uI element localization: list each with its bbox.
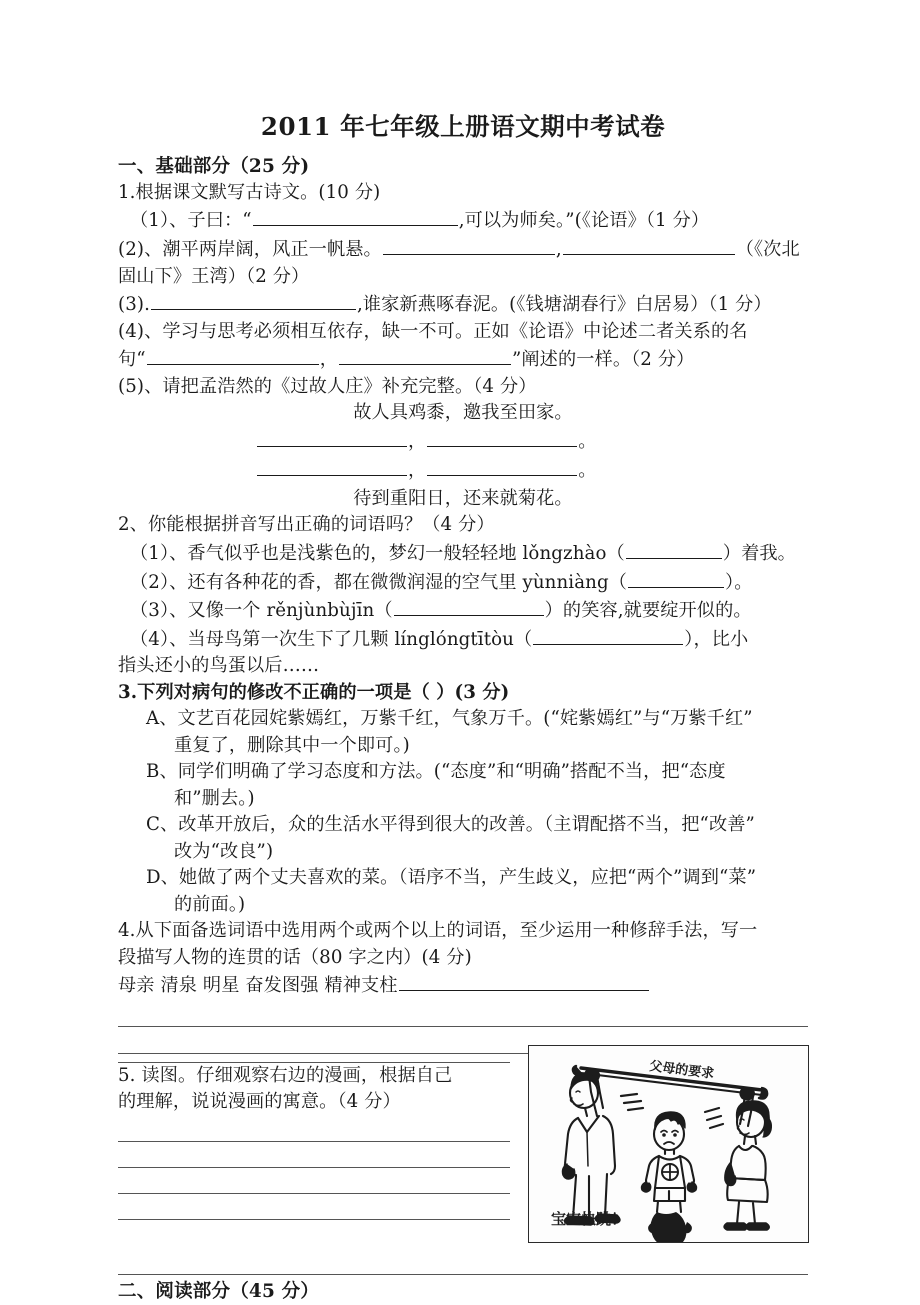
question-4-word-bank: [118, 971, 808, 1000]
cartoon-caption: 宝宝快跳！: [551, 1209, 627, 1228]
answer-blank[interactable]: [427, 457, 577, 476]
question-1-item-5-stem: (5)、请把孟浩然的《过故人庄》补充完整。（4 分）: [118, 375, 537, 397]
answer-rule[interactable]: [118, 1193, 510, 1194]
option-a-line-1: A、文艺百花园姹紫嫣红，万紫千红，气象万千。(“姹紫嫣红”与“万紫千红”: [146, 708, 753, 730]
page-title: 2011 年七年级上册语文期中考试卷: [260, 112, 666, 141]
q2-item3-prefix: （3）、又像一个 rěnjùnbùjīn（: [130, 600, 393, 622]
option-b-line-1: B、同学们明确了学习态度和方法。(“态度”和“明确”搭配不当，把“态度: [146, 761, 726, 783]
q1-item4-suffix: ”阐述的一样。（2 分）: [511, 349, 695, 371]
answer-blank[interactable]: [399, 971, 649, 991]
q1-item2-prefix: (2)、潮平两岸阔，风正一帆悬。: [118, 239, 382, 261]
q2-item3-suffix: ）的笑容,就要绽开似的。: [544, 600, 752, 622]
answer-rule[interactable]: [118, 1274, 808, 1275]
q2-item2-suffix: ）。: [725, 571, 753, 593]
answer-blank[interactable]: [427, 428, 577, 447]
question-2-item-2: [118, 568, 808, 597]
q1-item1-suffix: ,可以为师矣。”(《论语》（1 分）: [458, 210, 710, 232]
q1-item2-separator: ,: [555, 239, 562, 261]
cartoon-illustration: [528, 1045, 809, 1243]
question-5-block: [118, 1058, 808, 1258]
option-a-line-2: 重复了，删除其中一个即可。): [174, 734, 410, 756]
cartoon-bar-label: 父母的要求: [648, 1058, 715, 1082]
q1-item1-prefix: （1）、子曰：“: [130, 210, 252, 232]
q2-item2-prefix: （2）、还有各种花的香，都在微微润湿的空气里 yùnniàng（: [130, 571, 628, 593]
question-1-stem: 1.根据课文默写古诗文。(10 分): [118, 181, 381, 203]
question-4-line-1: 4.从下面备选词语中选用两个或两个以上的词语，至少运用一种修辞手法，写一: [118, 920, 758, 942]
poem-separator: ，: [408, 460, 427, 482]
answer-blank[interactable]: [253, 206, 458, 226]
section-heading-reading: 二、阅读部分（45 分）: [118, 1280, 320, 1302]
word-bank-text: 母亲 清泉 明星 奋发图强 精神支柱: [118, 975, 398, 997]
answer-blank[interactable]: [257, 428, 407, 447]
q2-item4-prefix: （4）、当母鸟第一次生下了几颗 línglóngtītòu（: [130, 628, 533, 650]
q3-stem-text: 3.下列对病句的修改不正确的一项是（ ）(3 分): [118, 681, 510, 703]
question-3-option-a[interactable]: [118, 706, 808, 759]
q1-item4-prefix: 句“: [118, 349, 146, 371]
option-d-line-1: D、她做了两个丈夫喜欢的菜。（语序不当，产生歧义，应把“两个”调到“菜”: [146, 867, 757, 889]
question-1-item-3: [118, 290, 808, 319]
option-d-line-2: 的前面。): [174, 893, 246, 915]
q1-item3-suffix: ,谁家新燕啄春泥。(《钱塘湖春行》白居易）（1 分）: [356, 294, 772, 316]
answer-rule[interactable]: [118, 1219, 510, 1220]
poem-end-mark: 。: [578, 460, 597, 482]
question-3-option-b[interactable]: [118, 759, 808, 812]
question-1-item-2: [118, 235, 808, 290]
option-c-line-2: 改为“改良”): [174, 840, 274, 862]
q1-item4-separator: ，: [319, 349, 338, 371]
answer-blank[interactable]: [151, 290, 356, 310]
question-2-item-4-tail: 指头还小的鸟蛋以后……: [118, 655, 320, 677]
option-b-line-2: 和”删去。): [174, 787, 255, 809]
answer-blank[interactable]: [563, 235, 735, 255]
question-2-item-1: [118, 539, 808, 568]
question-5-text-column: [118, 1062, 510, 1220]
answer-blank[interactable]: [383, 235, 555, 255]
question-3-stem: [118, 680, 808, 706]
answer-rule[interactable]: [118, 1167, 510, 1168]
poem-line-last: 待到重阳日，还来就菊花。: [353, 488, 573, 509]
poem-end-mark: 。: [578, 430, 597, 452]
question-3-option-d[interactable]: [118, 865, 808, 918]
option-c-line-1: C、改革开放后，众的生活水平得到很大的改善。（主谓配搭不当，把“改善”: [146, 814, 755, 836]
poem-blank-row: [118, 456, 808, 486]
question-5-line-2: 的理解，说说漫画的寓意。（4 分）: [118, 1091, 401, 1113]
poem-blank-row: [118, 427, 808, 457]
answer-blank[interactable]: [257, 457, 407, 476]
answer-blank[interactable]: [628, 568, 724, 588]
poem-separator: ，: [408, 430, 427, 452]
question-2-item-4: [118, 625, 808, 654]
answer-blank[interactable]: [147, 345, 319, 365]
question-1-item-4-line-2: [118, 345, 808, 374]
question-1-item-4-line-1: (4)、学习与思考必须相互依存，缺一不可。正如《论语》中论述二者关系的名: [118, 320, 748, 342]
question-4-line-2: 段描写人物的连贯的话（80 字之内）(4 分): [118, 946, 472, 968]
page-content: [118, 112, 808, 1305]
question-5-line-1: 5. 读图。仔细观察右边的漫画，根据自己: [118, 1064, 453, 1086]
q1-item3-prefix: (3).: [118, 294, 150, 316]
q1-item2-suffix: （《次北固山下》王湾）（2 分）: [118, 239, 800, 287]
answer-rule[interactable]: [118, 1026, 808, 1027]
answer-blank[interactable]: [394, 596, 544, 616]
poem-line-first: 故人具鸡黍，邀我至田家。: [353, 402, 573, 424]
question-2-stem: 2、你能根据拼音写出正确的词语吗？（4 分）: [118, 514, 495, 536]
answer-blank[interactable]: [533, 625, 683, 645]
section-heading-basics: 一、基础部分（25 分): [118, 155, 310, 177]
q2-item1-prefix: （1）、香气似乎也是浅紫色的，梦幻一般轻轻地 lǒngzhào（: [130, 543, 625, 565]
q2-item1-suffix: ）着我。: [722, 543, 796, 565]
answer-rule[interactable]: [118, 1141, 510, 1142]
question-3-option-c[interactable]: [118, 812, 808, 865]
answer-blank[interactable]: [626, 539, 722, 559]
q2-item4-suffix: ），比小: [684, 628, 749, 650]
question-2-item-3: [118, 596, 808, 625]
question-1-item-1: [118, 206, 808, 235]
answer-blank[interactable]: [339, 345, 511, 365]
